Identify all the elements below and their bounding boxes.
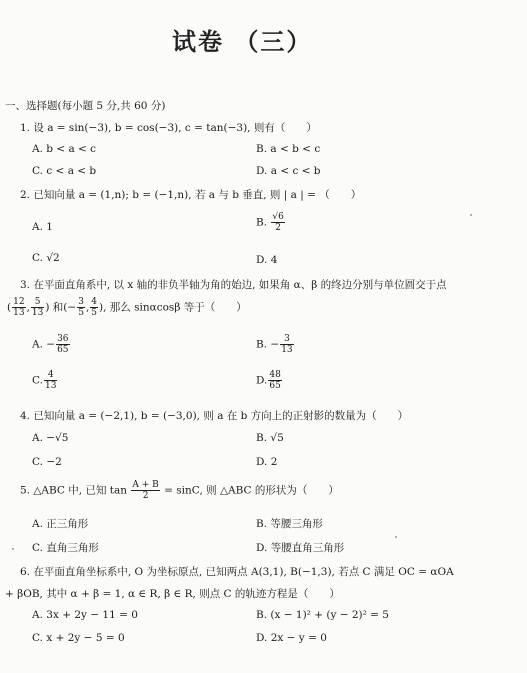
q2-option-c: C. √2 — [32, 252, 60, 264]
q4-option-b: B. √5 — [256, 432, 284, 444]
q3-option-c: C. $\frac{4}{13}$ — [32, 370, 57, 391]
q1-option-a: A. b < a < c — [32, 143, 97, 155]
q1-option-b: B. a < b < c — [256, 143, 321, 155]
q5-option-d: D. 等腰直角三角形 — [256, 542, 345, 554]
q5-option-a: A. 正三角形 — [32, 518, 89, 530]
q2-option-d: D. 4 — [256, 254, 278, 266]
question-3-stem-line2: ( $\frac{12}{13}$ , $\frac{5}{13}$ ) 和(− $\frac{3}{5}$ , $\frac{4}{5}$ ), 那么 sinαcosβ 等于（ ） — [7, 297, 247, 318]
q4-option-a: A. −√5 — [32, 432, 69, 444]
question-4-stem: 4. 已知向量 a = (−2,1), b = (−3,0), 则 a 在 b 方向上的正射影的数量为（ ） — [20, 410, 409, 422]
question-1-stem: 1. 设 a = sin(−3), b = cos(−3), c = tan(−3), 则有（ ） — [20, 122, 317, 134]
q3-option-a: A. − $\frac{36}{65}$ — [32, 334, 69, 355]
q1-option-d: D. a < c < b — [256, 165, 321, 177]
question-5-stem: 5. △ABC 中, 已知 tan $\frac{A + B}{2}$ = sinC, 则 △ABC 的形状为（ ） — [20, 480, 339, 501]
q1-option-c: C. c < a < b — [32, 165, 97, 177]
section-header: 一、选择题(每小题 5 分,共 60 分) — [5, 100, 166, 112]
question-6-stem-line1: 6. 在平面直角坐标系中, O 为坐标原点, 已知两点 A(3,1), B(−1,3), 若点 C 满足 OC = αOA — [20, 566, 454, 578]
scan-speck — [395, 536, 397, 538]
q6-option-a: A. 3x + 2y − 11 = 0 — [32, 609, 138, 621]
q2-option-a: A. 1 — [32, 221, 53, 233]
q6-option-d: D. 2x − y = 0 — [256, 632, 327, 644]
q5-option-b: B. 等腰三角形 — [256, 518, 323, 530]
question-3-stem-line1: 3. 在平面直角系中, 以 x 轴的非负半轴为角的始边, 如果角 α、β 的终边分别与单位圆交于点 — [20, 279, 447, 291]
q4-option-d: D. 2 — [256, 456, 278, 468]
scan-speck — [470, 214, 472, 216]
page-title: 试卷 （三） — [172, 28, 313, 56]
q6-option-c: C. x + 2y − 5 = 0 — [32, 632, 125, 644]
question-2-stem: 2. 已知向量 a = (1,n); b = (−1,n), 若 a 与 b 垂直, 则 | a | = （ ） — [20, 189, 362, 201]
q3-option-d: D. $\frac{48}{65}$ — [256, 370, 281, 391]
q3-option-b: B. − $\frac{3}{13}$ — [256, 334, 293, 355]
q6-option-b: B. (x − 1)² + (y − 2)² = 5 — [256, 609, 389, 621]
question-6-stem-line2: + βOB, 其中 α + β = 1, α ∈ R, β ∈ R, 则点 C 的轨迹方程是（ ） — [5, 588, 340, 600]
q2-option-b: B. $\frac{√6}{2}$ — [256, 212, 284, 233]
q4-option-c: C. −2 — [32, 456, 62, 468]
q5-option-c: C. 直角三角形 — [32, 542, 99, 554]
scan-speck — [12, 548, 14, 550]
